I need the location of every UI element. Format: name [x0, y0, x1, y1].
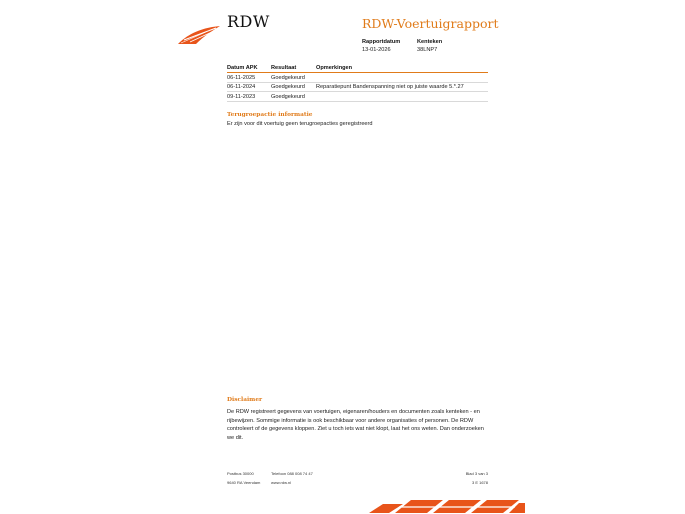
footer-postbus: Postbus 30000: [227, 471, 254, 476]
footer-website: www.rdw.nl: [271, 480, 292, 485]
report-title: RDW-Voertuigrapport: [362, 16, 499, 31]
cell-remarks: Reparatiepunt Bandenspanning niet op juiste waarde 5.*.27: [316, 82, 488, 92]
disclaimer-title: Disclaimer: [227, 397, 263, 403]
cell-result: Goedgekeurd: [271, 82, 316, 92]
footer-phone: Telefoon 088 008 74 47: [271, 471, 313, 476]
column-header-remarks: Opmerkingen: [316, 64, 488, 73]
disclaimer-line: controleert of de gegevens kloppen. Ziet u toch iets wat niet klopt, laat het ons weten. Dan onderzoeken: [227, 426, 484, 433]
table-row: [227, 82, 488, 92]
disclaimer-line: De RDW registreert gegevens van voertuigen, eigenaren/houders en documenten zoals kenteken - en: [227, 409, 480, 415]
report-date-label: Rapportdatum: [362, 39, 401, 45]
footer-code: 3 E 1678: [471, 480, 488, 485]
rdw-logo-icon: [176, 22, 222, 46]
recall-text: Er zijn voor dit voertuig geen terugroepacties geregistreerd: [227, 121, 373, 127]
table-row: [227, 92, 488, 102]
cell-remarks: [316, 92, 488, 102]
logo-text: RDW: [227, 12, 270, 31]
cell-date: 06-11-2025: [227, 73, 271, 83]
decorative-stripes-icon: [369, 498, 525, 514]
table-row: [227, 73, 488, 83]
column-header-date: Datum APK: [227, 64, 271, 73]
cell-remarks: [316, 73, 488, 83]
disclaimer-line: we dit.: [227, 434, 244, 441]
plate-label: Kenteken: [417, 39, 443, 45]
table-header-row: [227, 64, 488, 73]
cell-result: Goedgekeurd: [271, 73, 316, 83]
cell-result: Goedgekeurd: [271, 92, 316, 102]
cell-date: 09-11-2023: [227, 92, 271, 102]
footer-city: 9640 RA Veendam: [227, 480, 261, 485]
apk-table: [227, 64, 488, 102]
disclaimer-line: rijbewijzen. Sommige informatie is ook beschikbaar voor andere organisaties of personen. De RDW: [227, 417, 474, 424]
cell-date: 06-11-2024: [227, 82, 271, 92]
plate-value: 38LNP7: [417, 47, 438, 53]
disclaimer-text: [227, 408, 497, 442]
report-date-value: 13-01-2026: [362, 47, 391, 53]
footer-page-number: Blad 3 van 3: [465, 471, 488, 476]
recall-section-title: Terugroepactie informatie: [227, 112, 313, 118]
column-header-result: Resultaat: [271, 64, 316, 73]
